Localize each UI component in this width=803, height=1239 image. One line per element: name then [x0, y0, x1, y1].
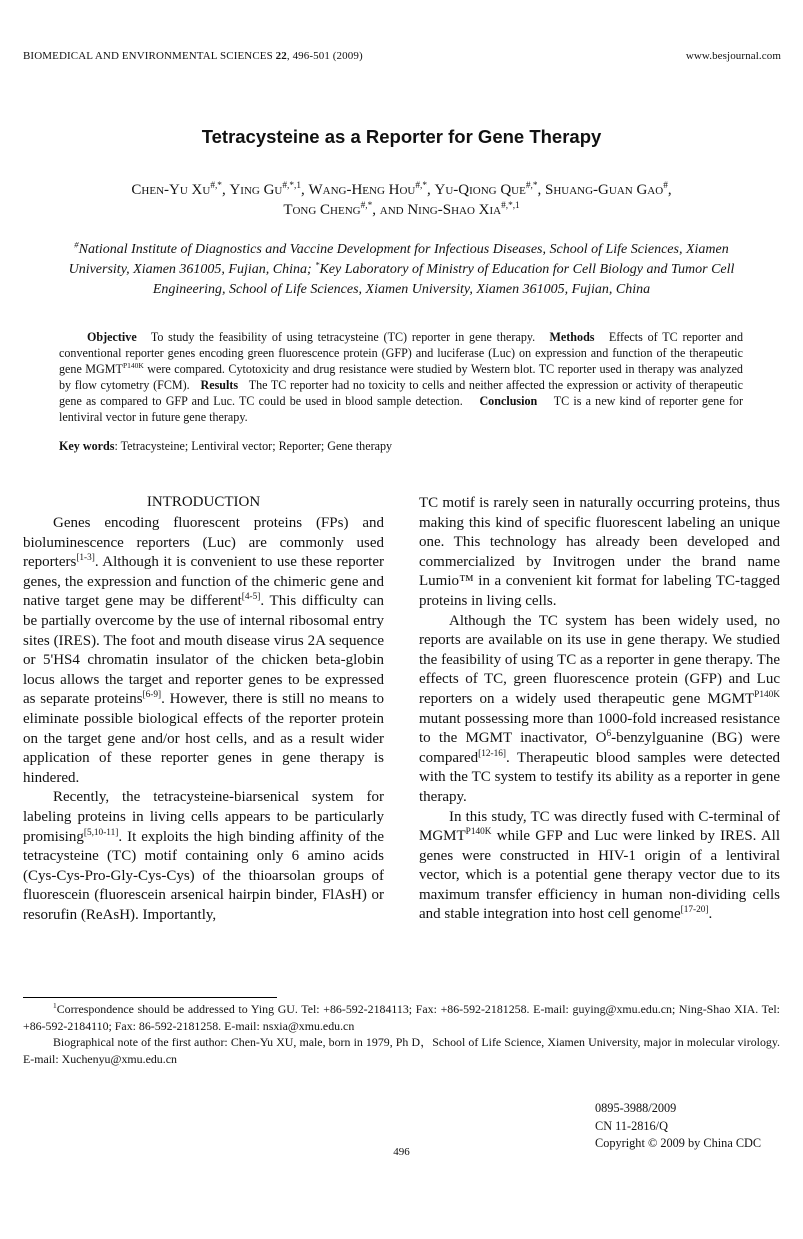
journal-volume: 22	[275, 50, 287, 62]
paragraph-text: . Although it is convenient to use these reporter genes, the expression and function of the chimeric gene and native target gene may be different	[23, 554, 384, 610]
citation: [5,10-11]	[83, 827, 119, 838]
author-affil-marker: #,*,1	[501, 201, 520, 211]
author-and: and	[379, 202, 404, 218]
citation: [1-3]	[76, 553, 95, 564]
author-name: Ning-Shao Xia	[407, 202, 502, 218]
paragraph-text: .	[708, 906, 713, 923]
keywords	[59, 439, 743, 454]
keywords-text: : Tetracysteine; Lentiviral vector; Reporter; Gene therapy	[114, 439, 393, 453]
abstract	[59, 330, 743, 425]
publication-info	[595, 1100, 761, 1153]
results-label: Results	[200, 377, 239, 392]
author-list: Chen-Yu Xu#,*, Ying $Gu^{\#,*,1}$, Wang-Heng Hou#,*, Yu-Qiong Que#,*, Shuang-Guan Gao#, Tong Cheng#,*, and Ning-Shao Xia$^{\#,*,1}$	[131, 181, 672, 218]
methods-text-cont: were compared. Cytotoxicity and drug resistance were studied by Western blot. TC reporter used in therapy was analyzed by flow cytometry (FCM).	[59, 361, 743, 392]
citation: [4-5]	[241, 592, 261, 603]
cn-number: CN 11-2816/Q	[595, 1118, 668, 1133]
author-name: Ying Gu	[229, 182, 283, 198]
affil-marker: #	[74, 239, 79, 250]
intro-paragraph-3	[419, 612, 780, 808]
author-name: Yu-Qiong Que	[434, 182, 526, 198]
journal-name: BIOMEDICAL AND ENVIRONMENTAL SCIENCES	[23, 50, 273, 62]
author-name: Chen-Yu Xu	[131, 182, 211, 198]
citation: [12-16]	[478, 748, 507, 759]
results-text: The TC reporter had no toxicity to cells and neither affected the expression or activity of therapeutic gene as compared to GFP and Luc. TC could be used in blood sample detection.	[59, 377, 743, 408]
citation: [17-20]	[680, 905, 709, 916]
article-title: Tetracysteine as a Reporter for Gene Therapy	[201, 126, 602, 147]
paragraph-text: Recently, the tetracysteine-biarsenical system for labeling proteins in living cells appears to be particularly promising	[23, 789, 384, 845]
footnote-divider	[23, 997, 277, 998]
paragraph-text: Genes encoding fluorescent proteins (FPs) and bioluminescence reporters (Luc) are commonly used reporters	[23, 515, 384, 571]
correspondence-text: Correspondence should be addressed to Ying GU. Tel: +86-592-2184113; Fax: +86-592-2181258. E-mail: guying@xmu.edu.cn; Ning-Shao XIA. Tel: +86-592-2184110; Fax: 86-592-2181258. E-mail: nsxia@xmu.edu.cn	[23, 1002, 780, 1033]
section-heading-introduction: INTRODUCTION	[146, 494, 261, 510]
author-affil-marker: #	[663, 181, 668, 191]
affiliation-2: Key Laboratory of Ministry of Education for Cell Biology and Tumor Cell Engineering, School of Life Sciences, Xiamen University, Xiamen 361005, Fujian, China	[152, 262, 735, 297]
methods-text: Effects of TC reporter and conventional reporter genes encoding green fluorescence protein (GFP) and luciferase (Luc) on expression and function of the therapeutic gene MGMT	[59, 330, 743, 376]
paragraph-text: . Therapeutic blood samples were detected with the TC system to testify its ability as a reporter in gene therapy.	[419, 749, 780, 805]
paragraph-text: . However, there is still no means to eliminate possible biological effects of the reporter protein on the target gene and/or host cells, and as a result wider application of these reporter genes in gene therapy is hindered.	[23, 691, 384, 786]
keywords-label: Key words	[59, 439, 115, 453]
intro-paragraph-2	[23, 788, 384, 925]
paragraph-text: while GFP and Luc were linked by IRES. All genes were constructed in HIV-1 origin of a lentiviral vector, which is a potential gene therapy vector due to its maximum transfer efficiency in human non-dividing cells and stable integration into host cell genome	[419, 828, 780, 923]
affiliations	[50, 240, 753, 300]
conclusion-label: Conclusion	[479, 393, 538, 408]
author-name: Tong Cheng	[283, 202, 361, 218]
citation: [6-9]	[142, 690, 162, 701]
correspondence-footnote	[23, 1001, 780, 1034]
affiliation-1: National Institute of Diagnostics and Vaccine Development for Infectious Diseases, School of Life Sciences, Xiamen University, Xiamen 361005, Fujian, China;	[68, 242, 729, 277]
body-column-right	[419, 494, 780, 925]
methods-label: Methods	[549, 330, 595, 344]
author-name: Shuang-Guan Gao	[544, 182, 664, 198]
paragraph-text: mutant possessing more than 1000-fold increased resistance to the MGMT inactivator, O	[419, 710, 780, 747]
intro-paragraph-2-cont	[419, 494, 780, 612]
intro-paragraph-4	[419, 808, 780, 926]
author-affil-marker: #,*,1	[282, 181, 301, 191]
journal-running-header	[23, 50, 363, 62]
objective-text: To study the feasibility of using tetracysteine (TC) reporter in gene therapy.	[150, 330, 536, 344]
biographical-footnote: Biographical note of the first author: Chen-Yu XU, male, born in 1979, Ph D，School of Life Science, Xiamen University, major in molecular virology. E-mail: Xuchenyu@xmu.edu.cn	[23, 1035, 780, 1066]
author-affil-marker: #,*	[360, 201, 373, 211]
author-affil-marker: #,*	[415, 181, 427, 191]
author-affil-marker: #,*	[525, 181, 538, 191]
superscript: 6	[606, 729, 612, 740]
superscript: P140K	[754, 689, 780, 700]
journal-website[interactable]: www.besjournal.com	[685, 50, 781, 62]
affil-marker: *	[315, 259, 320, 270]
paragraph-text: . It exploits the high binding affinity of the tetracysteine (TC) motif containing only 6 amino acids (Cys-Cys-Pro-Gly-Cys-Cys) of the thioarsolan groups of fluorescein (fluorescein arsenical hairpin binder, FlAsH) or resorufin (ReAsH). Importantly,	[23, 828, 384, 923]
author-name: Wang-Heng Hou	[308, 182, 416, 198]
paragraph-text: In this study, TC was directly fused with C-terminal of MGMT	[419, 808, 780, 845]
paragraph-text: TC motif is rarely seen in naturally occurring proteins, thus making this kind of specific fluorescent labeling an unique one. This technology has already been developed and commercialized by Invitrogen under the brand name Lumio™ in a convenient kit format for labeling TC-tagged proteins in living cells.	[419, 495, 780, 609]
paragraph-text: Although the TC system has been widely used, no reports are available on its use in gene therapy. We studied the feasibility of using TC as a reporter in gene therapy. The effects of TC, green fluorescence protein (GFP) and Luc reporters on a widely used therapeutic gene MGMT	[419, 612, 780, 707]
paragraph-text: . This difficulty can be partially overcome by the use of internal ribosomal entry sites (IRES). The foot and mouth disease virus 2A sequence or 5'HS4 chromatin insulator of the chicken beta-globin locus allows the target and reporter genes to be expressed as separate proteins	[23, 593, 384, 708]
paragraph-text: -benzylguanine (BG) were compared	[419, 730, 781, 766]
superscript: P140K	[465, 827, 492, 838]
copyright: Copyright © 2009 by China CDC	[595, 1136, 762, 1151]
intro-paragraph-1	[23, 514, 384, 788]
page-number: 496	[393, 1146, 410, 1158]
footnote-marker: 1	[53, 1001, 57, 1011]
journal-pages-year: , 496-501 (2009)	[286, 50, 363, 62]
issn: 0895-3988/2009	[595, 1101, 677, 1115]
objective-label: Objective	[87, 330, 137, 344]
body-column-left	[23, 514, 384, 925]
author-affil-marker: #,*	[210, 181, 222, 191]
footnotes	[23, 1001, 780, 1067]
conclusion-text: TC is a new kind of reporter gene for lentiviral vector in future gene therapy.	[59, 393, 743, 424]
methods-superscript: P140K	[122, 360, 144, 370]
